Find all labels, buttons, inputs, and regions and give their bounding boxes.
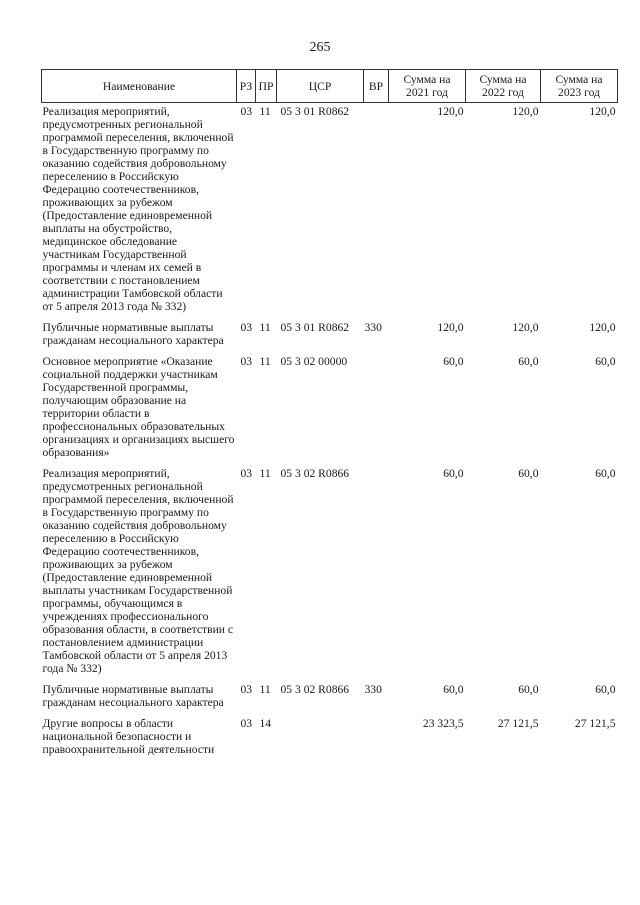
- row-vr: [364, 715, 389, 762]
- header-csr: ЦСР: [277, 70, 364, 103]
- row-name: Реализация мероприятий, предусмотренных региональной программой переселения, включенной в Государственную программу по оказанию содействия добровольному переселению в Российскую Федерацию соотечественников, проживающих за рубежом (Предоставление единовременной выплаты участникам Государственной программы, обучающимся в учреждениях профессионального образования области, в соответствии с постановлением администрации Тамбовской области от 5 апреля 2013 года № 332): [42, 467, 234, 675]
- row-pr: 14: [259, 717, 272, 730]
- row-rz: 03: [240, 683, 253, 696]
- table-row: [42, 465, 618, 681]
- row-rz: 03: [240, 467, 253, 480]
- header-name: Наименование: [42, 70, 237, 103]
- table-row: [42, 103, 618, 320]
- row-csr: 05 3 02 R0866: [280, 683, 350, 696]
- row-sum-2023: 120,0: [589, 105, 616, 118]
- row-sum-2022: 120,0: [512, 321, 539, 334]
- row-rz: 03: [240, 355, 253, 368]
- header-rz: РЗ: [237, 70, 256, 103]
- row-sum-2021: 60,0: [443, 355, 464, 368]
- table-row: [42, 319, 618, 353]
- row-sum-2023: 27 121,5: [574, 717, 616, 730]
- row-rz: 03: [240, 321, 253, 334]
- row-pr: 11: [259, 683, 271, 696]
- row-sum-2021: 120,0: [437, 321, 464, 334]
- row-rz: 03: [240, 105, 253, 118]
- row-csr: 05 3 02 00000: [280, 355, 348, 368]
- table-header-row: [42, 70, 618, 103]
- table-row: [42, 715, 618, 762]
- row-name: Другие вопросы в области национальной безопасности и правоохранительной деятельности: [42, 717, 215, 756]
- row-sum-2021: 60,0: [443, 467, 464, 480]
- row-csr: 05 3 01 R0862: [280, 321, 350, 334]
- row-vr: [364, 465, 389, 681]
- row-name: Публичные нормативные выплаты гражданам несоциального характера: [42, 321, 224, 347]
- row-name: Публичные нормативные выплаты гражданам несоциального характера: [42, 683, 224, 709]
- row-csr: 05 3 02 R0866: [280, 467, 350, 480]
- row-csr: [277, 715, 364, 762]
- table-row: [42, 353, 618, 465]
- row-sum-2023: 60,0: [595, 683, 616, 696]
- header-sum-2023: Сумма на 2023 год: [541, 70, 618, 103]
- header-sum-2022: Сумма на 2022 год: [466, 70, 541, 103]
- header-sum-2021: Сумма на 2021 год: [389, 70, 466, 103]
- row-sum-2023: 60,0: [595, 467, 616, 480]
- header-vr: ВР: [364, 70, 389, 103]
- row-vr: 330: [364, 683, 382, 696]
- budget-table: [41, 69, 618, 762]
- row-pr: 11: [259, 467, 271, 480]
- row-pr: 11: [259, 355, 271, 368]
- row-sum-2022: 60,0: [518, 355, 539, 368]
- row-sum-2021: 60,0: [443, 683, 464, 696]
- row-sum-2022: 120,0: [512, 105, 539, 118]
- row-vr: [364, 353, 389, 465]
- row-vr: [364, 103, 389, 320]
- row-rz: 03: [240, 717, 253, 730]
- row-pr: 11: [259, 105, 271, 118]
- row-sum-2022: 60,0: [518, 683, 539, 696]
- row-sum-2023: 60,0: [595, 355, 616, 368]
- row-sum-2022: 60,0: [518, 467, 539, 480]
- row-sum-2021: 23 323,5: [422, 717, 464, 730]
- header-pr: ПР: [256, 70, 277, 103]
- row-vr: 330: [364, 321, 382, 334]
- row-name: Основное мероприятие «Оказание социальной поддержки участникам Государственной программы, получающим образование на территории области в профессиональных образовательных организациях и организациях высшего образования»: [42, 355, 235, 459]
- table-row: [42, 681, 618, 715]
- page-number: 265: [309, 40, 331, 55]
- row-sum-2021: 120,0: [437, 105, 464, 118]
- row-sum-2023: 120,0: [589, 321, 616, 334]
- row-pr: 11: [259, 321, 271, 334]
- row-csr: 05 3 01 R0862: [280, 105, 350, 118]
- row-sum-2022: 27 121,5: [497, 717, 539, 730]
- row-name: Реализация мероприятий, предусмотренных региональной программой переселения, включенной в Государственную программу по оказанию содействия добровольному переселению в Российскую Федерацию соотечественников, проживающих за рубежом (Предоставление единовременной выплаты на обустройство, медицинское обследование участникам Государственной программы и членам их семей в соответствии с постановлением администрации Тамбовской области от 5 апреля 2013 года № 332): [42, 105, 234, 313]
